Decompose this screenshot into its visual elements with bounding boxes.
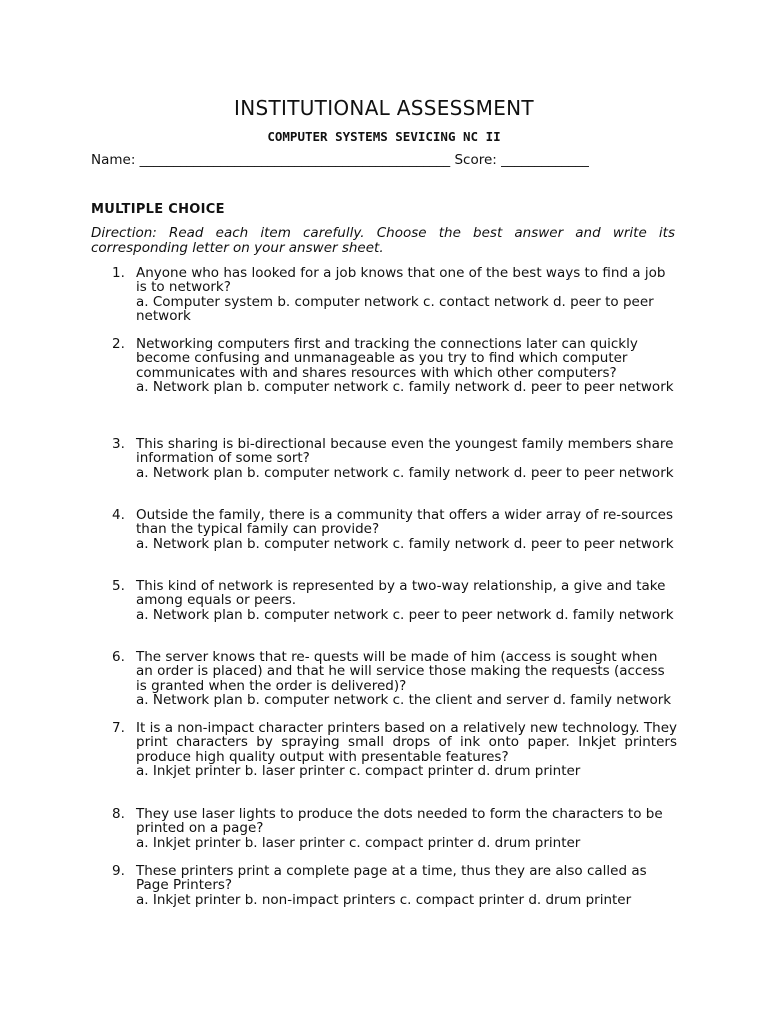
- question-text: These printers print a complete page at a time, thus they are also called as Page Printers?: [136, 863, 647, 894]
- question-number: 3.: [112, 436, 125, 452]
- question-number: 8.: [112, 806, 125, 822]
- question-options: a. Network plan b. computer network c. peer to peer network d. family network: [136, 606, 674, 623]
- section-heading: MULTIPLE CHOICE: [91, 202, 225, 217]
- question-text: It is a non-impact character printers based on a relatively new technology. They print characters by spraying small drops of ink onto paper. Inkjet printers produce high quality output with presentable features?: [136, 720, 677, 765]
- question-number: 1.: [112, 265, 125, 281]
- question-item: [112, 650, 677, 707]
- question-item: [112, 508, 677, 551]
- question-item: [112, 337, 677, 394]
- question-item: [112, 721, 677, 778]
- question-text: This sharing is bi-directional because even the youngest family members share information of some sort?: [136, 436, 674, 467]
- question-text: Anyone who has looked for a job knows that one of the best ways to find a job is to network?: [136, 265, 666, 296]
- question-item: [112, 437, 677, 480]
- question-options: a. Inkjet printer b. laser printer c. compact printer d. drum printer: [136, 834, 581, 851]
- question-number: 7.: [112, 720, 125, 736]
- question-options: a. Network plan b. computer network c. family network d. peer to peer network: [136, 464, 674, 481]
- question-item: [112, 266, 677, 323]
- question-options: a. Network plan b. computer network c. family network d. peer to peer network: [136, 535, 674, 552]
- page-title: INSTITUTIONAL ASSESSMENT: [234, 96, 534, 120]
- question-options: a. Inkjet printer b. laser printer c. compact printer d. drum printer: [136, 762, 581, 779]
- directions-text: Direction: Read each item carefully. Choose the best answer and write its corresponding letter on your answer sheet.: [91, 225, 675, 256]
- question-text: Outside the family, there is a community that offers a wider array of re-sources than the typical family can provide?: [136, 507, 673, 538]
- question-item: [112, 807, 677, 850]
- question-options: a. Computer system b. computer network c. contact network d. peer to peer network: [136, 293, 654, 324]
- question-text: This kind of network is represented by a two-way relationship, a give and take among equals or peers.: [136, 578, 666, 609]
- question-number: 9.: [112, 863, 125, 879]
- question-options: a. Network plan b. computer network c. the client and server d. family network: [136, 691, 672, 708]
- question-number: 5.: [112, 578, 125, 594]
- question-item: [112, 579, 677, 622]
- course-subtitle: COMPUTER SYSTEMS SEVICING NC II: [267, 129, 501, 144]
- question-number: 2.: [112, 336, 125, 352]
- question-text: Networking computers first and tracking the connections later can quickly become confusing and unmanageable as you try to find which computer communicates with and shares resources with which other computers?: [136, 336, 638, 381]
- question-options: a. Inkjet printer b. non-impact printers c. compact printer d. drum printer: [136, 891, 632, 908]
- question-number: 6.: [112, 649, 125, 665]
- question-text: The server knows that re- quests will be made of him (access is sought when an order is placed) and that he will service those making the requests (access is granted when the order is delivered)?: [136, 649, 665, 694]
- question-options: a. Network plan b. computer network c. family network d. peer to peer network: [136, 378, 674, 395]
- question-item: [112, 864, 677, 907]
- question-number: 4.: [112, 507, 125, 523]
- question-text: They use laser lights to produce the dots needed to form the characters to be printed on a page?: [136, 806, 663, 837]
- name-score-line: Name: ______________________________________________ Score: _____________: [91, 152, 589, 168]
